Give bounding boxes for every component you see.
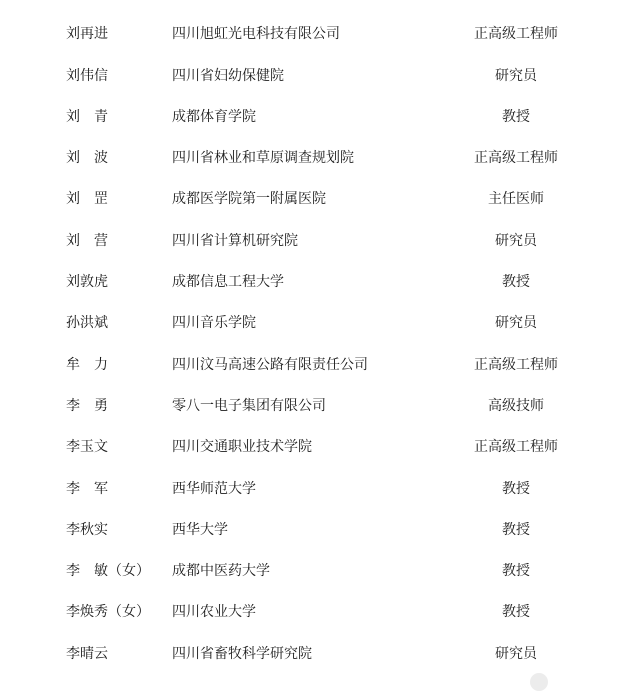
professional-title: 正高级工程师 <box>474 26 558 43</box>
person-name <box>66 0 176 14</box>
professional-title: 教授 <box>502 604 530 621</box>
professional-title: 高级技师 <box>488 397 544 414</box>
professional-title: 教授 <box>502 480 530 497</box>
professional-title: 主任医师 <box>488 191 544 208</box>
list-item <box>0 345 640 386</box>
list-item <box>0 303 640 344</box>
professional-title: 教授 <box>502 274 530 291</box>
person-name: 孙洪斌 <box>66 315 108 332</box>
list-item <box>0 592 640 633</box>
person-name: 刘伟信 <box>66 67 108 84</box>
organization: 四川音乐学院 <box>172 315 256 332</box>
organization: 成都信息工程大学 <box>172 274 284 291</box>
list-item <box>0 56 640 97</box>
person-name: 牟 力 <box>66 356 108 373</box>
professional-title: 正高级工程师 <box>474 150 558 167</box>
organization: 四川省计算机研究院 <box>172 232 298 249</box>
professional-title: 研究员 <box>495 645 537 662</box>
person-name: 李秋实 <box>66 521 108 538</box>
professional-title: 正高级工程师 <box>474 439 558 456</box>
organization: 四川省畜牧科学研究院 <box>172 645 312 662</box>
organization: 成都医学院第一附属医院 <box>172 191 326 208</box>
organization: 成都体育学院 <box>172 108 256 125</box>
organization: 零八一电子集团有限公司 <box>172 397 326 414</box>
list-item <box>0 138 640 179</box>
list-item <box>0 510 640 551</box>
person-name: 李 军 <box>66 480 108 497</box>
list-item <box>0 386 640 427</box>
person-name: 刘 青 <box>66 108 108 125</box>
person-name: 刘 波 <box>66 150 108 167</box>
list-item <box>0 97 640 138</box>
organization: 西华师范大学 <box>172 480 256 497</box>
professional-title: 研究员 <box>495 67 537 84</box>
list-item <box>0 427 640 468</box>
person-name: 刘 罡 <box>66 191 108 208</box>
watermark-icon <box>530 673 548 691</box>
organization <box>172 0 472 14</box>
person-name: 李晴云 <box>66 645 108 662</box>
organization: 四川汶马高速公路有限责任公司 <box>172 356 368 373</box>
list-item <box>0 179 640 220</box>
list-item <box>0 262 640 303</box>
organization: 四川旭虹光电科技有限公司 <box>172 26 340 43</box>
person-name: 李焕秀（女） <box>66 604 150 621</box>
organization: 四川省林业和草原调查规划院 <box>172 150 354 167</box>
professional-title: 正高级工程师 <box>474 356 558 373</box>
professional-title: 研究员 <box>495 315 537 332</box>
organization: 四川交通职业技术学院 <box>172 439 312 456</box>
person-name: 刘再进 <box>66 26 108 43</box>
professional-title: 教授 <box>502 521 530 538</box>
person-name: 刘敦虎 <box>66 274 108 291</box>
list-item <box>0 14 640 55</box>
organization: 四川省妇幼保健院 <box>172 67 284 84</box>
list-item <box>0 221 640 262</box>
person-name: 李玉文 <box>66 439 108 456</box>
person-name: 刘 营 <box>66 232 108 249</box>
list-item <box>0 0 640 14</box>
professional-title: 研究员 <box>495 232 537 249</box>
person-name: 李 勇 <box>66 397 108 414</box>
professional-title <box>436 0 596 14</box>
organization: 西华大学 <box>172 521 228 538</box>
list-item <box>0 634 640 675</box>
organization: 四川农业大学 <box>172 604 256 621</box>
organization: 成都中医药大学 <box>172 563 270 580</box>
professional-title: 教授 <box>502 108 530 125</box>
list-item <box>0 551 640 592</box>
list-item <box>0 469 640 510</box>
person-name: 李 敏（女） <box>66 563 150 580</box>
professional-title: 教授 <box>502 563 530 580</box>
